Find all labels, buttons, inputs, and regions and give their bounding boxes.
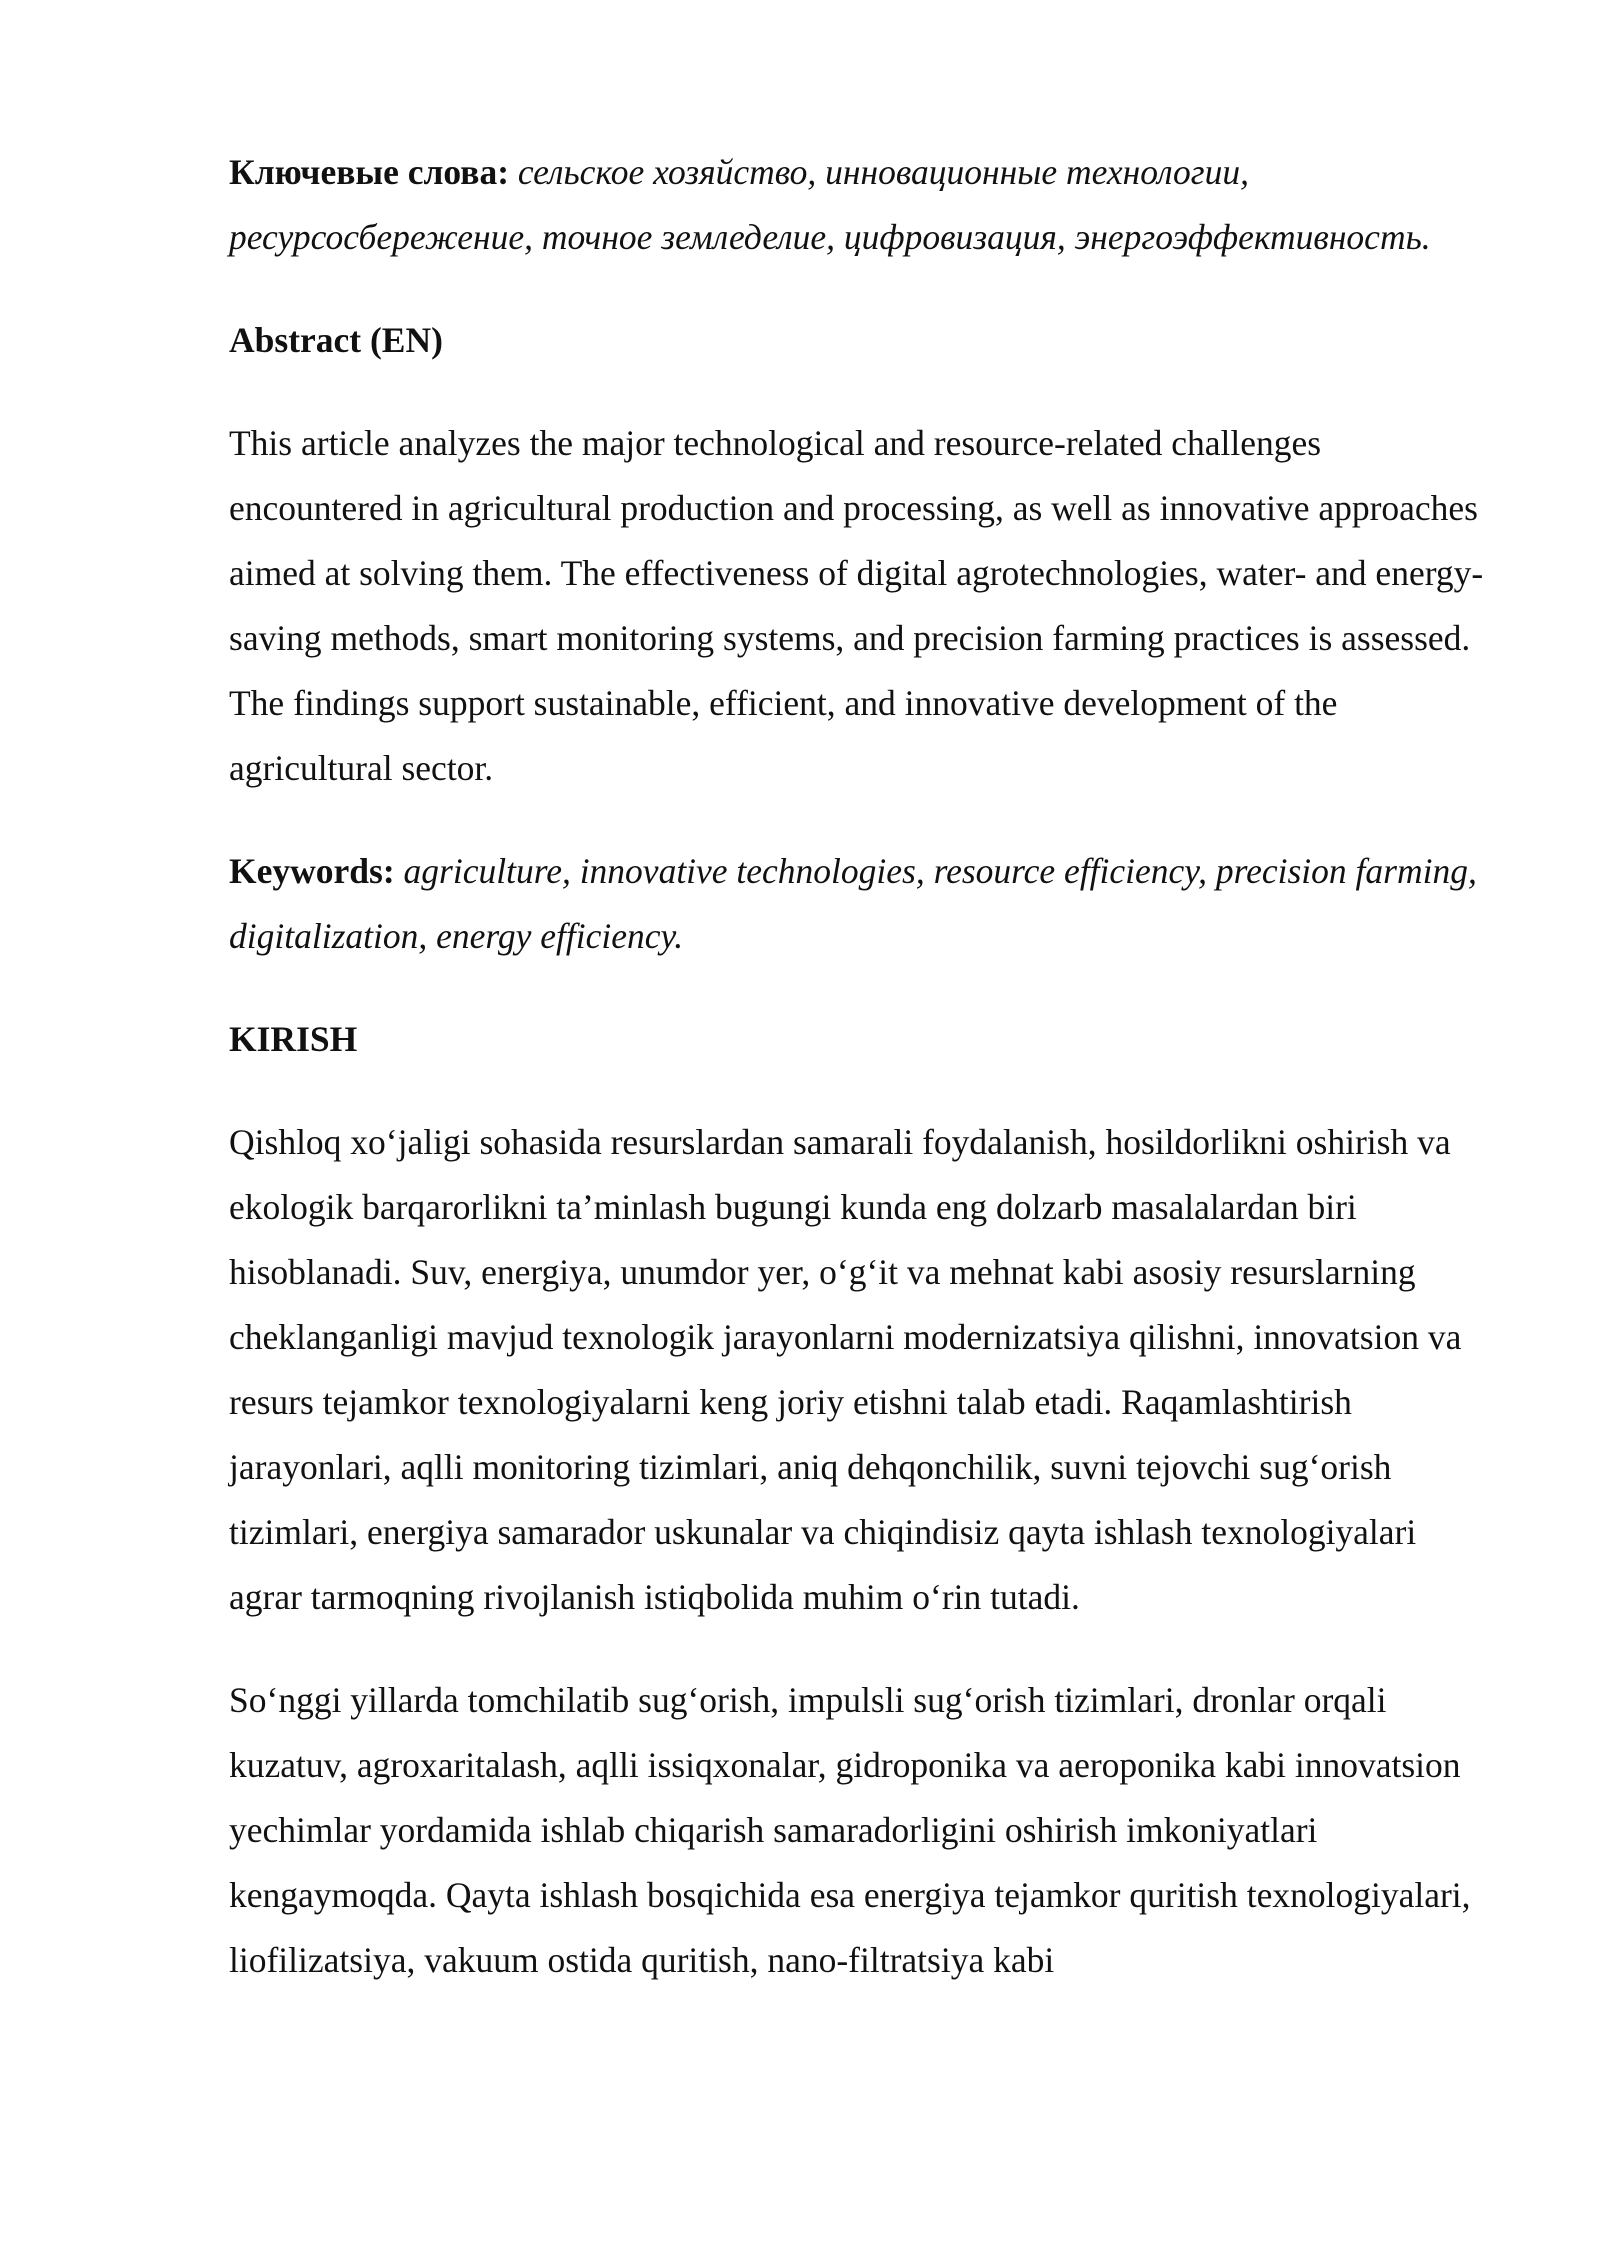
keywords-ru: [229, 140, 1489, 270]
abstract-body: This article analyzes the major technological and resource-related challenges encountered in agricultural production and processing, as well as innovative approaches aimed at solving them. The effectiveness of digital agrotechnologies, water- and energy-saving methods, smart monitoring systems, and precision farming practices is assessed. The findings support sustainable, efficient, and innovative development of the agricultural sector.: [229, 423, 1484, 788]
kirish-paragraph-2: So‘nggi yillarda tomchilatib sug‘orish, impulsli sug‘orish tizimlari, dronlar orqali kuzatuv, agroxaritalash, aqlli issiqxonalar, gidroponika va aeroponika kabi innovatsion yechimlar yordamida ishlab chiqarish samaradorligini oshirish imkoniyatlari kengaymoqda. Qayta ishlash bosqichida esa energiya tejamkor quritish texnologiyalari, liofilizatsiya, vakuum ostida quritish, nano-filtratsiya kabi: [229, 1680, 1471, 1980]
keywords-en: [229, 839, 1489, 969]
keywords-en-label: Keywords:: [229, 851, 395, 891]
document-page: [229, 140, 1489, 1993]
kirish-paragraph-1: Qishloq xo‘jaligi sohasida resurslardan samarali foydalanish, hosildorlikni oshirish va ekologik barqarorlikni ta’minlash bugungi kunda eng dolzarb masalalardan biri hisoblanadi. Suv, energiya, unumdor yer, o‘g‘it va mehnat kabi asosiy resurslarning cheklanganligi mavjud texnologik jarayonlarni modernizatsiya qilishni, innovatsion va resurs tejamkor texnologiyalarni keng joriy etishni talab etadi. Raqamlashtirish jarayonlari, aqlli monitoring tizimlari, aniq dehqonchilik, suvni tejovchi sug‘orish tizimlari, energiya samarador uskunalar va chiqindisiz qayta ishlash texnologiyalari agrar tarmoqning rivojlanish istiqbolida muhim o‘rin tutadi.: [229, 1122, 1462, 1617]
kirish-heading: KIRISH: [229, 1019, 358, 1059]
keywords-ru-text: сельское хозяйство, инновационные технологии, ресурсосбережение, точное земледелие, цифровизация, энергоэффективность.: [229, 152, 1431, 257]
keywords-en-text: agriculture, innovative technologies, resource efficiency, precision farming, digitalization, energy efficiency.: [229, 851, 1477, 956]
keywords-ru-label: Ключевые слова:: [229, 152, 510, 192]
abstract-heading: Abstract (EN): [229, 320, 443, 360]
